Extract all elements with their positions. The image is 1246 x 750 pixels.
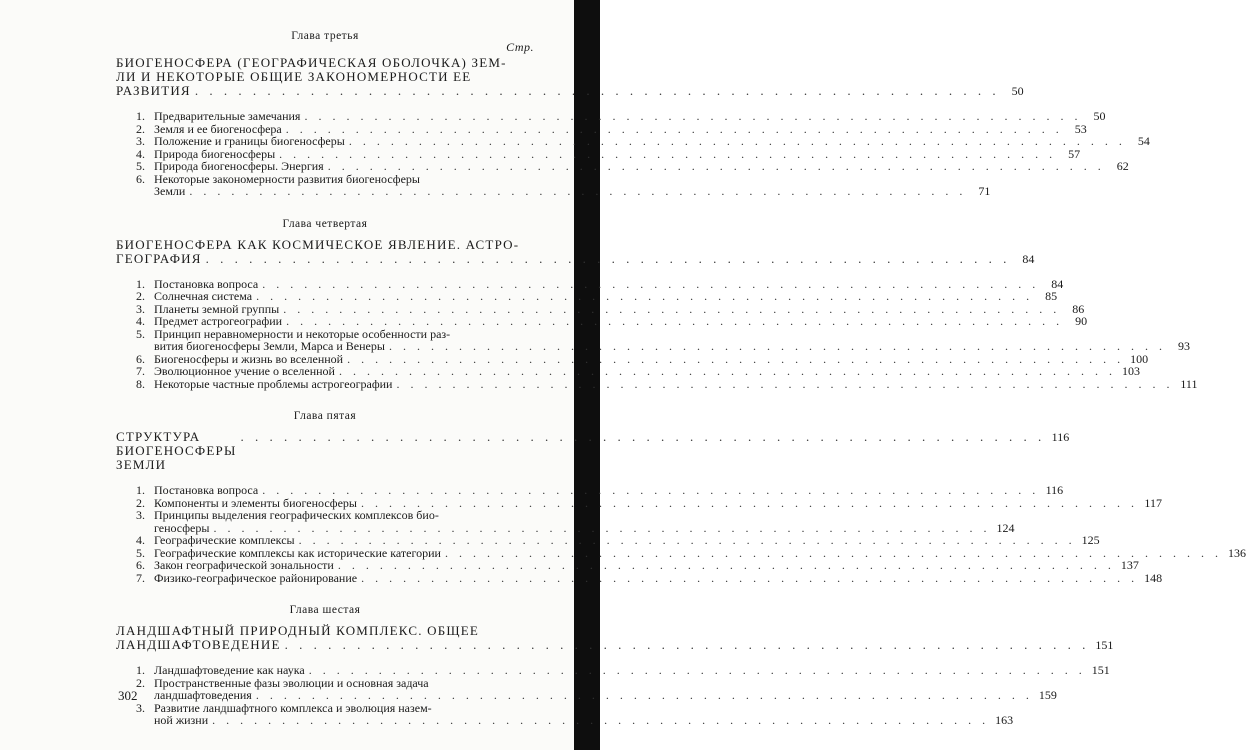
entry-number: 2. — [136, 675, 145, 690]
entry-title: Планеты земной группы — [154, 301, 280, 316]
dot-leader: . . . . . . . . . . . . . . . . . . . . . . . . . . . . . . . . . . . . . . . . . . . . . . . . . . . . . . . . — [348, 134, 1126, 148]
entry-page-number: 116 — [1045, 483, 1064, 497]
entry-number: 3. — [136, 700, 145, 715]
dot-leader: . . . . . . . . . . . . . . . . . . . . . . . . . . . . . . . . . . . . . . . . . . . . . . . . . . . . . . . . — [286, 314, 1064, 328]
entry-number: 6. — [136, 171, 145, 186]
entry-number: 7. — [136, 570, 145, 585]
entry-page-number: 84 — [1051, 276, 1064, 291]
dot-leader: . . . . . . . . . . . . . . . . . . . . . . . . . . . . . . . . . . . . . . . . . . . . . . . . . . . . . . . . — [298, 533, 1076, 547]
chapter-label: Глава четвертая — [282, 217, 368, 230]
dot-leader: . . . . . . . . . . . . . . . . . . . . . . . . . . . . . . . . . . . . . . . . . . . . . . . . . . . . . . . . — [262, 483, 1040, 497]
entry-page-number: 57 — [1068, 146, 1081, 161]
dot-leader: . . . . . . . . . . . . . . . . . . . . . . . . . . . . . . . . . . . . . . . . . . . . . . . . . . . . . . . . — [213, 520, 991, 535]
entry-title: Биогеносферы и жизнь во вселенной — [154, 351, 344, 366]
dot-leader: . . . . . . . . . . . . . . . . . . . . . . . . . . . . . . . . . . . . . . . . . . . . . . . . . . . . . . . . — [396, 376, 1174, 391]
chapter-page-number: 151 — [1095, 638, 1114, 652]
entry-title: геносферы — [154, 520, 210, 535]
page-column-label: Стр. — [506, 40, 534, 54]
entry-title: Некоторые частные проблемы астрогеографии — [154, 376, 393, 391]
entry-page-number: 93 — [1177, 339, 1190, 353]
chapter-title — [116, 623, 1114, 652]
dot-leader: . . . . . . . . . . . . . . . . . . . . . . . . . . . . . . . . . . . . . . . . . . . . . . . . . . . . . . . . — [347, 351, 1125, 366]
entry-title: ной жизни — [154, 713, 209, 727]
entry-title: Эволюционное учение о вселенной — [154, 364, 335, 378]
entry-title: Принципы выделения географических комплексов био- — [154, 508, 439, 522]
entry-number: 2. — [136, 289, 145, 303]
chapter-page-number: 116 — [1051, 430, 1070, 444]
chapter-title-line: СТРУКТУРА БИОГЕНОСФЕРЫ ЗЕМЛИ — [116, 429, 237, 472]
entry-page-number: 125 — [1081, 533, 1100, 547]
entry-number: 6. — [136, 558, 145, 572]
toc-entry — [136, 171, 991, 198]
entry-page-number: 53 — [1074, 121, 1087, 136]
entry-number: 6. — [136, 351, 145, 366]
chapter-label: Глава пятая — [293, 410, 357, 422]
dot-leader: . . . . . . . . . . . . . . . . . . . . . . . . . . . . . . . . . . . . . . . . . . . . . . . . . . . . . . . . — [444, 545, 1222, 560]
entry-page-number: 85 — [1045, 289, 1058, 303]
entry-page-number: 148 — [1144, 570, 1163, 585]
entry-page-number: 137 — [1120, 558, 1139, 572]
toc-entry — [136, 483, 1064, 497]
entry-number: 1. — [136, 276, 145, 291]
toc-entry — [136, 508, 1015, 535]
entry-title: Принцип неравномерности и некоторые особенности раз- — [154, 326, 451, 341]
dot-leader: . . . . . . . . . . . . . . . . . . . . . . . . . . . . . . . . . . . . . . . . . . . . . . . . . . . . . . . . — [285, 121, 1063, 136]
entry-number: 7. — [136, 364, 145, 378]
entry-number: 1. — [136, 483, 145, 497]
toc-entry — [136, 558, 1139, 572]
entry-page-number: 111 — [1180, 376, 1198, 391]
chapter-label: Глава третья — [291, 30, 359, 42]
dot-leader: . . . . . . . . . . . . . . . . . . . . . . . . . . . . . . . . . . . . . . . . . . . . . . . . . . . . . . . . — [189, 184, 967, 198]
toc-entry — [136, 326, 1190, 353]
chapter-title — [116, 55, 1024, 98]
entry-title: Физико-географическое районирование — [154, 570, 358, 585]
entry-number: 1. — [136, 109, 145, 123]
entry-title: Постановка вопроса — [154, 276, 259, 291]
dot-leader: . . . . . . . . . . . . . . . . . . . . . . . . . . . . . . . . . . . . . . . . . . . . . . . . . . . . . . . . — [360, 495, 1138, 510]
entry-title: Постановка вопроса — [154, 483, 259, 497]
entry-title: Географические комплексы — [154, 533, 295, 547]
toc-entry — [136, 376, 1198, 391]
dot-leader: . . . . . . . . . . . . . . . . . . . . . . . . . . . . . . . . . . . . . . . . . . . . . . . . . . . . . . . . — [361, 570, 1139, 585]
toc-entry — [136, 675, 1057, 702]
chapter-title — [116, 429, 1070, 472]
entry-page-number: 124 — [996, 520, 1015, 535]
entry-page-number: 62 — [1116, 159, 1129, 173]
entry-page-number: 50 — [1093, 109, 1106, 123]
section-list — [136, 663, 1110, 727]
entry-number: 5. — [136, 545, 145, 560]
entry-title: Положение и границы биогеносферы — [154, 134, 345, 148]
table-of-contents — [116, 30, 1246, 727]
dot-leader: . . . . . . . . . . . . . . . . . . . . . . . . . . . . . . . . . . . . . . . . . . . . . . . . . . . . . . . . — [194, 83, 1000, 98]
dot-leader: . . . . . . . . . . . . . . . . . . . . . . . . . . . . . . . . . . . . . . . . . . . . . . . . . . . . . . . . — [337, 558, 1115, 572]
dot-leader: . . . . . . . . . . . . . . . . . . . . . . . . . . . . . . . . . . . . . . . . . . . . . . . . . . . . . . . . — [255, 688, 1033, 702]
dot-leader: . . . . . . . . . . . . . . . . . . . . . . . . . . . . . . . . . . . . . . . . . . . . . . . . . . . . . . . . — [284, 637, 1090, 652]
entry-title: Компоненты и элементы биогеносферы — [154, 495, 357, 510]
entry-title: вития биогеносферы Земли, Марса и Венеры — [154, 339, 385, 353]
dot-leader: . . . . . . . . . . . . . . . . . . . . . . . . . . . . . . . . . . . . . . . . . . . . . . . . . . . . . . . . — [304, 109, 1082, 123]
chapter-title-line: ЛАНДШАФТНЫЙ ПРИРОДНЫЙ КОМПЛЕКС. ОБЩЕЕ — [116, 623, 479, 638]
entry-page-number: 117 — [1144, 495, 1162, 510]
chapter-label: Глава шестая — [289, 604, 361, 616]
entry-title: Развитие ландшафтного комплекса и эволюция назем- — [154, 700, 432, 715]
entry-title: Ландшафтоведение как наука — [154, 663, 305, 677]
entry-title: Природа биогеносферы — [154, 146, 276, 161]
dot-leader: . . . . . . . . . . . . . . . . . . . . . . . . . . . . . . . . . . . . . . . . . . . . . . . . . . . . . . . . — [308, 663, 1086, 677]
toc-entry — [136, 134, 1150, 148]
entry-number: 4. — [136, 146, 145, 161]
chapter-title-line: БИОГЕНОСФЕРА (ГЕОГРАФИЧЕСКАЯ ОБОЛОЧКА) ЗЕМ- — [116, 55, 507, 70]
entry-number: 2. — [136, 495, 145, 510]
toc-entry — [136, 364, 1140, 378]
toc-entry — [136, 533, 1100, 547]
entry-title: Географические комплексы как исторические категории — [154, 545, 441, 560]
dot-leader: . . . . . . . . . . . . . . . . . . . . . . . . . . . . . . . . . . . . . . . . . . . . . . . . . . . . . . . . — [327, 159, 1105, 173]
entry-number: 5. — [136, 159, 145, 173]
entry-page-number: 136 — [1227, 545, 1246, 560]
toc-entry — [136, 159, 1129, 173]
entry-title: Природа биогеносферы. Энергия — [154, 159, 324, 173]
entry-page-number: 90 — [1075, 314, 1088, 328]
entry-page-number: 103 — [1121, 364, 1140, 378]
entry-page-number: 100 — [1130, 351, 1149, 366]
entry-page-number: 159 — [1038, 688, 1057, 702]
chapter-title-line: ГЕОГРАФИЯ — [116, 250, 202, 266]
toc-entry — [136, 289, 1058, 303]
dot-leader: . . . . . . . . . . . . . . . . . . . . . . . . . . . . . . . . . . . . . . . . . . . . . . . . . . . . . . . . — [262, 276, 1040, 291]
dot-leader: . . . . . . . . . . . . . . . . . . . . . . . . . . . . . . . . . . . . . . . . . . . . . . . . . . . . . . . . — [279, 146, 1057, 161]
section-list — [136, 483, 1246, 585]
toc-entry — [136, 314, 1088, 328]
entry-title: Солнечная система — [154, 289, 253, 303]
chapter-title-line: БИОГЕНОСФЕРА КАК КОСМИЧЕСКОЕ ЯВЛЕНИЕ. АСТРО- — [116, 236, 520, 252]
dot-leader: . . . . . . . . . . . . . . . . . . . . . . . . . . . . . . . . . . . . . . . . . . . . . . . . . . . . . . . . — [388, 339, 1166, 353]
toc-entry — [136, 663, 1110, 677]
chapter-page-number: 84 — [1022, 251, 1035, 266]
entry-number: 3. — [136, 508, 145, 522]
entry-title: ландшафтоведения — [154, 688, 252, 702]
section-list — [136, 276, 1198, 391]
entry-number: 8. — [136, 376, 145, 391]
dot-leader: . . . . . . . . . . . . . . . . . . . . . . . . . . . . . . . . . . . . . . . . . . . . . . . . . . . . . . . . — [338, 364, 1116, 378]
entry-page-number: 163 — [995, 713, 1014, 727]
chapter-page-number: 50 — [1011, 84, 1024, 98]
entry-title: Предмет астрогеографии — [154, 314, 283, 328]
entry-page-number: 86 — [1072, 301, 1085, 316]
chapter-title-line: ЛАНДШАФТОВЕДЕНИЕ — [116, 637, 281, 652]
entry-title: Предварительные замечания — [154, 109, 301, 123]
entry-title: Земля и ее биогеносфера — [154, 121, 282, 136]
dot-leader: . . . . . . . . . . . . . . . . . . . . . . . . . . . . . . . . . . . . . . . . . . . . . . . . . . . . . . . . — [240, 429, 1046, 444]
chapter-title — [116, 236, 1035, 266]
toc-entry — [136, 700, 1014, 727]
entry-title: Некоторые закономерности развития биогеносферы — [154, 171, 420, 186]
entry-number: 4. — [136, 314, 145, 328]
page-number: 302 — [118, 688, 138, 703]
dot-leader: . . . . . . . . . . . . . . . . . . . . . . . . . . . . . . . . . . . . . . . . . . . . . . . . . . . . . . . . — [256, 289, 1034, 303]
entry-title: Пространственные фазы эволюции и основная задача — [154, 675, 429, 690]
entry-number: 5. — [136, 326, 145, 341]
entry-title: Закон географической зональности — [154, 558, 334, 572]
chapter-title-line: РАЗВИТИЯ — [116, 83, 191, 98]
entry-page-number: 71 — [978, 184, 991, 198]
entry-number: 3. — [136, 301, 145, 316]
chapter-title-line: ЛИ И НЕКОТОРЫЕ ОБЩИЕ ЗАКОНОМЕРНОСТИ ЕЕ — [116, 69, 472, 84]
dot-leader: . . . . . . . . . . . . . . . . . . . . . . . . . . . . . . . . . . . . . . . . . . . . . . . . . . . . . . . . — [212, 713, 990, 727]
entry-number: 4. — [136, 533, 145, 547]
toc-entry — [136, 570, 1163, 585]
entry-title: Земли — [154, 184, 186, 198]
entry-number: 1. — [136, 663, 145, 677]
entry-number: 2. — [136, 121, 145, 136]
entry-page-number: 54 — [1137, 134, 1150, 148]
entry-number: 3. — [136, 134, 145, 148]
toc-entry — [136, 109, 1106, 123]
dot-leader: . . . . . . . . . . . . . . . . . . . . . . . . . . . . . . . . . . . . . . . . . . . . . . . . . . . . . . . . — [205, 250, 1011, 266]
section-list — [136, 109, 1150, 198]
entry-page-number: 151 — [1091, 663, 1110, 677]
dot-leader: . . . . . . . . . . . . . . . . . . . . . . . . . . . . . . . . . . . . . . . . . . . . . . . . . . . . . . . . — [283, 301, 1061, 316]
